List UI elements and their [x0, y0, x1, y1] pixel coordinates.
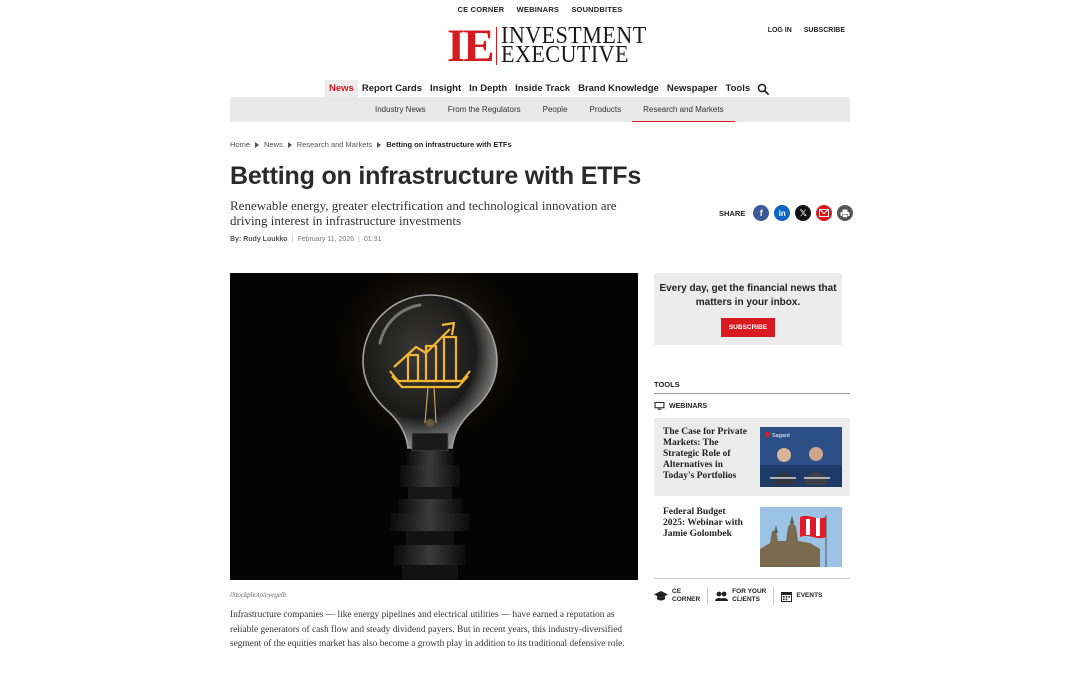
webinar-title[interactable]: The Case for Private Markets: The Strategic Role of Alternatives in Today's Portfolios	[663, 427, 747, 481]
webinar-thumbnail[interactable]	[760, 507, 842, 567]
webinar-card[interactable]	[654, 498, 850, 572]
utility-bar	[0, 5, 1080, 14]
ce-corner-link[interactable]: CE CORNER	[457, 5, 505, 14]
site-logo[interactable]	[447, 20, 659, 72]
print-icon[interactable]	[837, 205, 853, 221]
article-title: Betting on infrastructure with ETFs	[230, 162, 642, 190]
newsletter-box	[654, 273, 842, 345]
nav-brand-knowledge[interactable]: Brand Knowledge	[578, 83, 659, 94]
subscribe-link[interactable]: SUBSCRIBE	[803, 27, 845, 34]
events-link[interactable]: EVENTS	[781, 587, 822, 605]
nav-insight[interactable]: Insight	[430, 83, 462, 94]
nav-in-depth[interactable]: In Depth	[469, 83, 508, 94]
logo-divider	[496, 27, 497, 65]
divider	[773, 587, 774, 605]
subnav-from-the-regulators[interactable]: From the Regulators	[447, 105, 521, 114]
calendar-icon	[781, 591, 792, 602]
webinar-title[interactable]: Federal Budget 2025: Webinar with Jamie Golombek	[663, 507, 743, 539]
for-your-clients-link[interactable]: FOR YOUR CLIENTS	[715, 587, 766, 605]
breadcrumb-section[interactable]: Research and Markets	[296, 140, 373, 149]
nav-tools[interactable]: Tools	[725, 83, 751, 94]
subnav-people[interactable]: People	[542, 105, 568, 114]
lightbulb-illustration	[230, 273, 638, 580]
article-time: 01:31	[363, 236, 382, 243]
x-icon[interactable]: 𝕏	[795, 205, 811, 221]
subnav-industry-news[interactable]: Industry News	[375, 105, 426, 114]
users-icon	[715, 591, 728, 601]
article-date: February 11, 2026	[297, 236, 355, 243]
graduation-cap-icon	[654, 591, 668, 601]
subnav-research-and-markets[interactable]: Research and Markets	[632, 97, 734, 122]
tool-links	[654, 578, 850, 605]
logo-wordmark: INVESTMENT EXECUTIVE	[500, 23, 647, 68]
search-icon[interactable]	[757, 83, 769, 95]
share-label: SHARE	[719, 208, 746, 218]
tools-heading: TOOLS	[654, 380, 850, 394]
subnav-products[interactable]: Products	[589, 105, 622, 114]
nav-news[interactable]: News	[325, 80, 358, 98]
chevron-right-icon	[288, 142, 292, 148]
email-icon[interactable]	[816, 205, 832, 221]
monitor-icon	[654, 402, 665, 410]
hero-image	[230, 273, 638, 580]
image-caption: iStockphoto/eyegelb	[230, 591, 287, 599]
sagard-brand: Sagard	[772, 433, 790, 439]
webinar-card[interactable]	[654, 418, 850, 496]
soundbites-link[interactable]: SOUNDBITES	[571, 5, 623, 14]
nav-report-cards[interactable]: Report Cards	[361, 83, 423, 94]
login-link[interactable]: LOG IN	[767, 27, 792, 34]
breadcrumb-news[interactable]: News	[264, 140, 283, 149]
linkedin-icon[interactable]: in	[774, 205, 790, 221]
nav-newspaper[interactable]: Newspaper	[666, 83, 718, 94]
breadcrumb-home[interactable]: Home	[230, 140, 251, 149]
divider	[707, 587, 708, 605]
facebook-icon[interactable]: f	[753, 205, 769, 221]
article-byline: By: Rudy Luukko | February 11, 2026 | 01:31	[230, 236, 382, 243]
webinars-link[interactable]: WEBINARS	[516, 5, 560, 14]
logo-mark: IE	[447, 20, 493, 72]
chevron-right-icon	[255, 142, 259, 148]
webinar-thumbnail[interactable]	[760, 427, 842, 487]
article-body: Infrastructure companies — like energy pipelines and electrical utilities — have earned a reputation as reliable generators of cash flow and steady dividend payers. But in recent years, this industry-diversified segment of the equities market has also become a growth play in addition to its traditional defensive role.	[230, 610, 625, 649]
account-links	[758, 27, 845, 34]
article-deck: Renewable energy, greater electrification and technological innovation are driving interest in infrastructure investments	[230, 198, 617, 228]
newsletter-text: Every day, get the financial news that matters in your inbox.	[659, 283, 837, 308]
breadcrumb	[230, 140, 516, 149]
sub-nav	[230, 97, 850, 122]
newsletter-subscribe-button[interactable]: SUBSCRIBE	[721, 318, 775, 337]
webinars-heading[interactable]: WEBINARS	[654, 402, 707, 410]
chevron-right-icon	[377, 142, 381, 148]
ce-corner-tool-link[interactable]: CE CORNER	[654, 587, 700, 605]
nav-inside-track[interactable]: Inside Track	[515, 83, 571, 94]
author-link[interactable]: By: Rudy Luukko	[230, 236, 288, 243]
share-bar	[719, 205, 853, 221]
main-nav	[325, 80, 769, 98]
breadcrumb-current: Betting on infrastructure with ETFs	[386, 140, 512, 149]
